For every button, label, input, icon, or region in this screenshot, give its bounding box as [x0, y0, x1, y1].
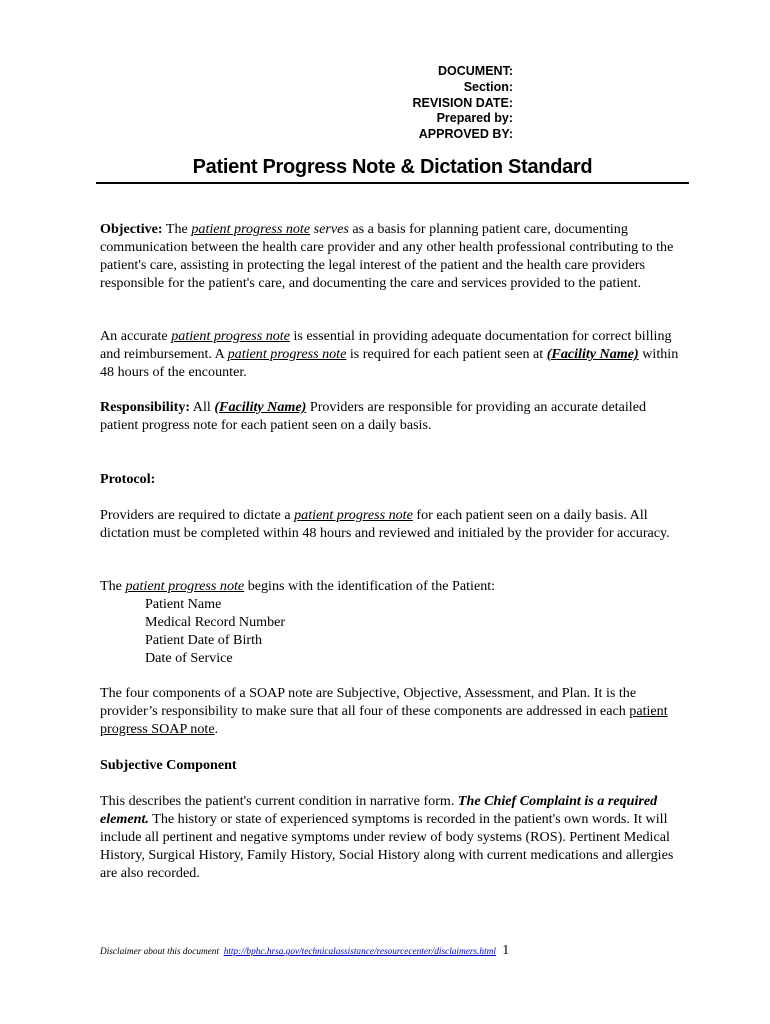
objective-text-1: The: [162, 221, 192, 237]
responsibility-label: Responsibility:: [100, 399, 191, 415]
subjective-heading: Subjective Component: [100, 757, 237, 773]
objective-progress-note-term: patient progress note: [191, 221, 311, 237]
responsibility-text-1: All: [190, 399, 215, 415]
soap-text-1: The four components of a SOAP note are Subjective, Objective, Assessment, and Plan. It is the provider’s responsibility to make sure that all four of these components are addressed in each: [100, 685, 637, 719]
list-item: Patient Date of Birth: [145, 632, 263, 648]
accurate-text-1: An accurate: [100, 328, 172, 344]
soap-paragraph: [100, 684, 685, 738]
revision-date-label: REVISION DATE:: [412, 95, 513, 110]
objective-label: Objective:: [100, 221, 163, 237]
responsibility-paragraph: [100, 398, 685, 434]
page-title: Patient Progress Note & Dictation Standard: [192, 156, 593, 178]
identification-paragraph: [100, 577, 685, 667]
subjective-text-1: This describes the patient's current condition in narrative form.: [100, 793, 458, 809]
section-label: Section:: [463, 79, 513, 94]
accurate-text-4: within 48 hours of the encounter.: [100, 346, 679, 380]
accurate-text-3: is required for each patient seen at: [346, 346, 547, 362]
protocol-text-1: Providers are required to dictate a: [100, 507, 295, 523]
soap-text-2: .: [214, 721, 219, 737]
accurate-text-2: is essential in providing adequate documentation for correct billing and reimbursement. A: [100, 328, 672, 362]
prepared-by-label: Prepared by:: [436, 111, 513, 126]
chief-complaint-emphasis: The Chief Complaint is a required element.: [100, 793, 658, 827]
footer: [100, 943, 660, 959]
document-label: DOCUMENT:: [438, 64, 513, 78]
document-header-block: [300, 64, 513, 143]
objective-serves: serves: [310, 221, 349, 237]
identification-progress-note-term: patient progress note: [125, 578, 245, 594]
protocol-paragraph: [100, 506, 685, 542]
protocol-text-2: for each patient seen on a daily basis. All dictation must be completed within 48 hours and reviewed and initialed by the provider for accuracy.: [100, 507, 670, 541]
list-item: Date of Service: [145, 650, 233, 666]
approved-by-label: APPROVED BY:: [418, 127, 513, 142]
objective-paragraph: [100, 220, 685, 292]
accurate-progress-note-term-1: patient progress note: [171, 328, 290, 344]
accurate-paragraph: [100, 327, 685, 381]
identification-text-2: begins with the identification of the Patient:: [244, 578, 496, 594]
identification-intro: [100, 577, 685, 595]
protocol-progress-note-term: patient progress note: [294, 507, 413, 523]
protocol-heading: Protocol:: [100, 471, 156, 487]
responsibility-facility-name: (Facility Name): [214, 399, 307, 415]
subjective-text-2: The history or state of experienced symptoms is recorded in the patient's own words. It will include all pertinent and negative symptoms under review of body systems (ROS). Pertinent Medical History, Surgical History, Family History, Social History along with current medications and allergies are also recorded.: [100, 811, 674, 881]
disclaimer-label: Disclaimer about this document: [100, 947, 220, 957]
accurate-progress-note-term-2: patient progress note: [227, 346, 347, 362]
objective-text-2: as a basis for planning patient care, documenting communication between the health care provider and any other health professional contributing to the patient's care, assisting in protecting the legal interest of the patient and the health care providers responsible for the patient's care, and documenting the care and services provided to the patient.: [100, 221, 674, 291]
subjective-paragraph: [100, 792, 685, 882]
soap-note-term: patient progress SOAP note: [100, 703, 668, 737]
list-item: Patient Name: [145, 596, 222, 612]
page-number: 1: [502, 943, 510, 958]
disclaimer-link[interactable]: http://bphc.hrsa.gov/technicalassistance/resourcecenter/disclaimers.html: [223, 947, 496, 957]
responsibility-text-2: Providers are responsible for providing an accurate detailed patient progress note for each patient seen on a daily basis.: [100, 399, 647, 433]
accurate-facility-name: (Facility Name): [546, 346, 639, 362]
title-divider: [96, 182, 689, 184]
identification-text-1: The: [100, 578, 126, 594]
list-item: Medical Record Number: [145, 614, 286, 630]
